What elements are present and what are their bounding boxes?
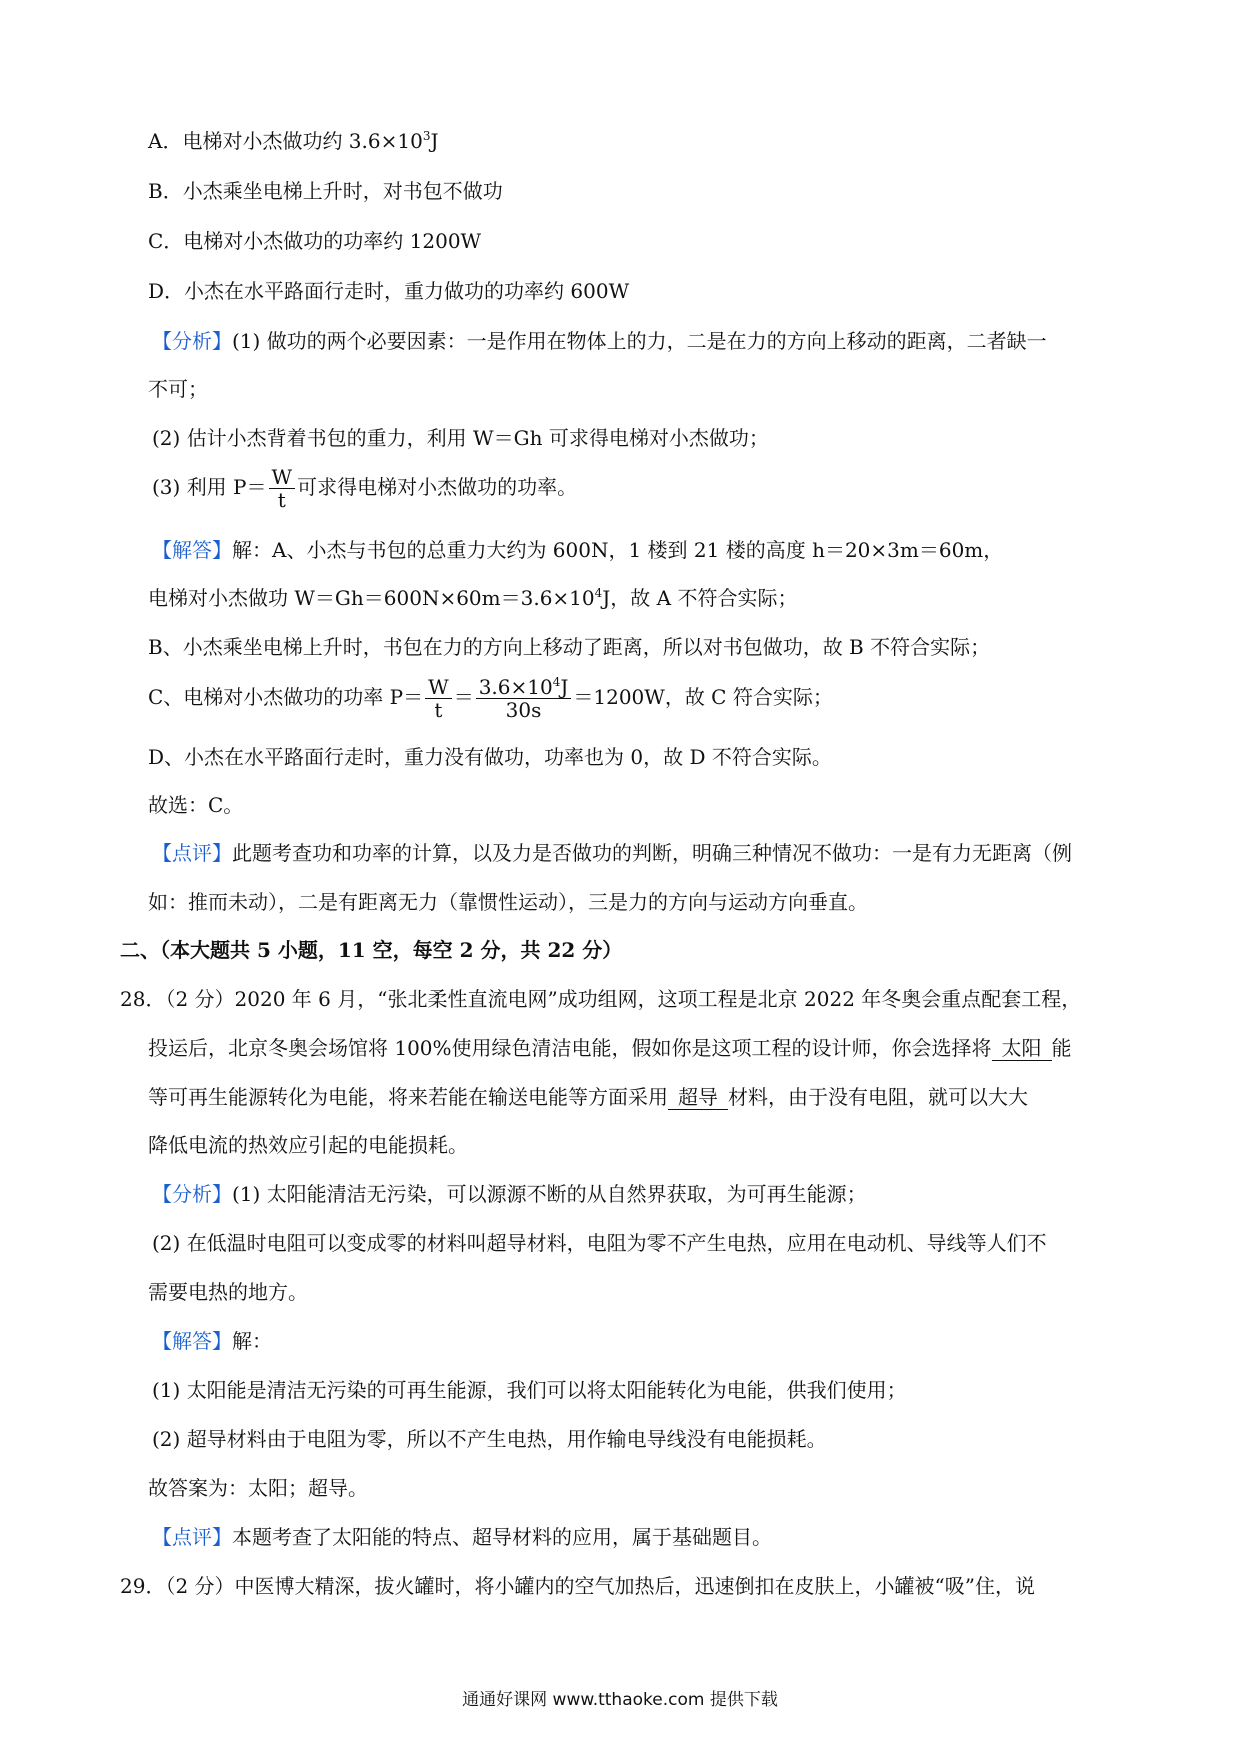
question-28-line: 28．（2 分）2020 年 6 月，“张北柔性直流电网”成功组网，这项工程是北京 2022 年冬奥会重点配套工程， xyxy=(120,987,1082,1011)
comment-line: 【点评】本题考查了太阳能的特点、超导材料的应用，属于基础题目。 xyxy=(152,1525,772,1549)
analysis-line: 不可； xyxy=(148,377,208,401)
question-28-line: 投运后，北京冬奥会场馆将 100%使用绿色清洁电能，假如你是这项工程的设计师，你会选择将 太阳 能 xyxy=(148,1036,1072,1060)
answer-line: (2) 超导材料由于电阻为零，所以不产生电热，用作输电导线没有电能损耗。 xyxy=(152,1427,827,1451)
analysis-line-formula: (3) 利用 P＝ $\frac{W}{t}$ 可求得电梯对小杰做功的功率。 xyxy=(152,465,578,512)
answer-line: 【解答】解：A、小杰与书包的总重力大约为 600N，1 楼到 21 楼的高度 h＝20×3m＝60m， xyxy=(152,538,1004,562)
answer-line: 【解答】解： xyxy=(152,1329,272,1353)
analysis-tag: 【分析】 xyxy=(152,329,232,353)
analysis-line: 【分析】(1) 太阳能清洁无污染，可以源源不断的从自然界获取，为可再生能源； xyxy=(152,1182,867,1206)
option-c: C．电梯对小杰做功的功率约 1200W xyxy=(148,229,482,253)
fraction: $\frac{W}{t}$ xyxy=(425,676,452,721)
answer-blank: 太阳 xyxy=(992,1036,1052,1061)
question-28-line: 等可再生能源转化为电能，将来若能在输送电能等方面采用 超导 材料，由于没有电阻，就可以大大 xyxy=(148,1085,1028,1109)
comment-tag: 【点评】 xyxy=(152,841,232,865)
answer-line: 故答案为：太阳；超导。 xyxy=(148,1476,368,1500)
page-footer: 通通好课网 www.tthaoke.com 提供下载 xyxy=(462,1690,778,1710)
analysis-line: (2) 估计小杰背着书包的重力，利用 W＝Gh 可求得电梯对小杰做功； xyxy=(152,426,769,450)
answer-line: B、小杰乘坐电梯上升时，书包在力的方向上移动了距离，所以对书包做功，故 B 不符合实际； xyxy=(148,635,991,659)
option-b: B．小杰乘坐电梯上升时，对书包不做功 xyxy=(148,179,503,203)
option-a: A．电梯对小杰做功约 $3.6\times 10^3J$ xyxy=(148,129,439,153)
comment-line: 如：推而未动），二是有距离无力（靠惯性运动），三是力的方向与运动方向垂直。 xyxy=(148,890,868,914)
answer-blank: 超导 xyxy=(668,1085,728,1110)
section-heading: 二、（本大题共 5 小题，11 空，每空 2 分，共 22 分） xyxy=(120,938,623,962)
answer-line-formula: C、电梯对小杰做功的功率 P＝ $\frac{W}{t}$ ＝ $\frac{3.6\times 10^4J}{30s}$ ＝1200W，故 C 符合实际； xyxy=(148,675,833,722)
analysis-line: 【分析】(1) 做功的两个必要因素：一是作用在物体上的力，二是在力的方向上移动的距离，二者缺一 xyxy=(152,329,1047,353)
answer-line: (1) 太阳能是清洁无污染的可再生能源，我们可以将太阳能转化为电能，供我们使用； xyxy=(152,1378,907,1402)
analysis-line: 需要电热的地方。 xyxy=(148,1280,308,1304)
option-d: D．小杰在水平路面行走时，重力做功的功率约 600W xyxy=(148,279,630,303)
answer-tag: 【解答】 xyxy=(152,1329,232,1353)
question-28-line: 降低电流的热效应引起的电能损耗。 xyxy=(148,1133,468,1157)
answer-tag: 【解答】 xyxy=(152,538,232,562)
question-29-line: 29．（2 分）中医博大精深，拔火罐时，将小罐内的空气加热后，迅速倒扣在皮肤上，小罐被“吸”住，说 xyxy=(120,1574,1035,1598)
fraction: $\frac{W}{t}$ xyxy=(269,466,296,511)
answer-line: 电梯对小杰做功 $W=Gh=600N\times 60m=3.6\times 10^4J$，故 A 不符合实际； xyxy=(148,586,798,610)
comment-line: 【点评】此题考查功和功率的计算，以及力是否做功的判断，明确三种情况不做功：一是有力无距离（例 xyxy=(152,841,1072,865)
analysis-tag: 【分析】 xyxy=(152,1182,232,1206)
answer-line: D、小杰在水平路面行走时，重力没有做功，功率也为 0，故 D 不符合实际。 xyxy=(148,745,832,769)
comment-tag: 【点评】 xyxy=(152,1525,232,1549)
analysis-line: (2) 在低温时电阻可以变成零的材料叫超导材料，电阻为零不产生电热，应用在电动机、导线等人们不 xyxy=(152,1231,1047,1255)
fraction: $\frac{3.6\times 10^4J}{30s}$ xyxy=(476,676,572,721)
answer-line: 故选：C。 xyxy=(148,793,244,817)
